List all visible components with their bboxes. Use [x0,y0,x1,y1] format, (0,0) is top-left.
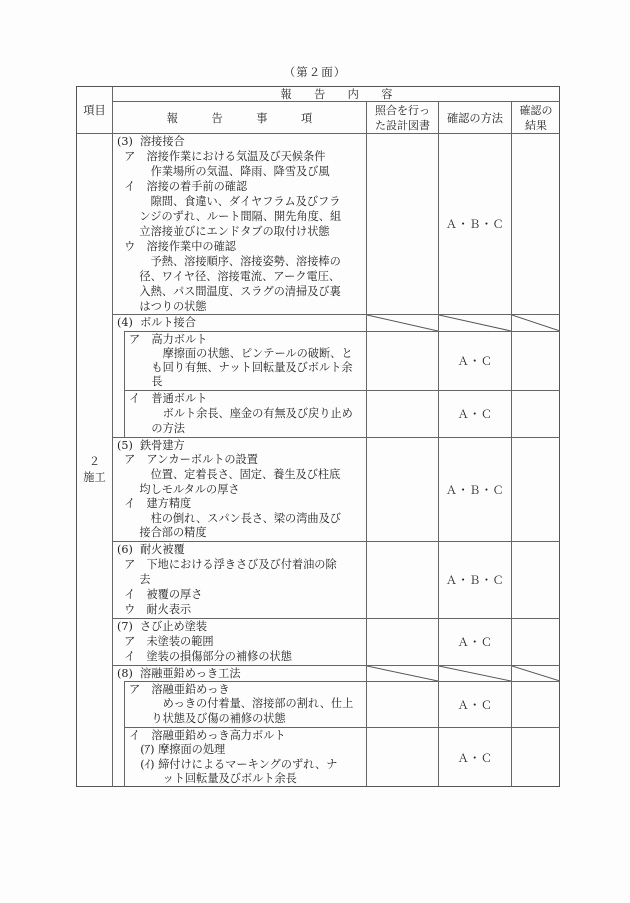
s3-line: ア 溶接作業における気温及び天候条件 [117,150,326,163]
slash-s4-drawings [367,315,438,331]
category-label [77,453,112,487]
s8a-line: ア 溶融亜鉛めっき [129,683,230,696]
s4a-line: も回り有無、ナット回転量及びボルト余 [129,361,353,374]
s8a-line: り状態及び傷の補修の状態 [129,712,286,725]
s3-method: Ａ・Ｂ・Ｃ [445,218,505,231]
s3-line: 入熱、パス間温度、スラグの清掃及び裏 [117,285,341,298]
header-result-line1: 確認の [519,103,553,117]
divider-s4-inner [124,331,125,437]
s8a-line: めっきの付着量、溶接部の割れ、仕上 [129,697,354,710]
divider-drawings-col [366,101,367,787]
divider-s8-inner [124,681,125,787]
s6-line: ウ 耐火表示 [117,603,192,616]
s8b-line: イ 溶融亜鉛めっき高力ボルト [129,729,286,742]
s8b-method: Ａ・Ｃ [457,751,493,765]
s6-line: 去 [117,573,151,586]
s3-line: 隙間、食違い、ダイヤフラム及びフラ [117,195,341,208]
s7-method: Ａ・Ｃ [457,636,493,649]
s5-line: イ 建方精度 [117,497,192,510]
header-result-line2: 結果 [525,118,547,132]
s3-line: 作業場所の気温、降雨、降雪及び風 [117,165,330,178]
slash-s4-result [512,315,560,331]
s3-line: 立溶接並びにエンドタブの取付け状態 [117,225,330,238]
s6-method: Ａ・Ｂ・Ｃ [445,574,505,587]
s8b-line: ット回転量及びボルト余長 [129,772,297,785]
header-checked-drawings-line1: 照合を行っ [375,103,430,117]
s8a-method: Ａ・Ｃ [457,698,493,712]
category-number: ２ [88,455,101,468]
s5-line: (5) 鉄骨建方 [117,439,185,452]
s6-line: ア 下地における浮きさび及び付着油の除 [117,558,337,571]
header-checked-drawings-line2: た設計図書 [375,118,430,132]
slash-s4-method [439,315,511,331]
s3-line: はつりの状態 [117,300,207,313]
slash-s8-drawings [367,666,438,681]
s4b-line: の方法 [129,422,185,435]
header-report-matters: 報 告 事 項 [166,111,313,125]
s4a-line: 長 [129,375,163,388]
s5-line: 位置、定着長さ、固定、養生及び柱底 [117,468,341,481]
s4a-method: Ａ・Ｃ [457,355,493,368]
s3-line: イ 溶接の着手前の確認 [117,180,248,193]
s4b-line: イ 普通ボルト [129,392,208,405]
header-result [512,102,560,133]
page-label: （第２面） [283,65,347,79]
s3-line: 予熱、溶接順序、溶接姿勢、溶接棒の [117,255,341,268]
category-name: 施工 [83,471,106,484]
s7-line: イ 塗装の損傷部分の補修の状態 [117,650,292,663]
report-table [76,86,560,787]
s8-title: (8) 溶融亜鉛めっき工法 [117,667,241,680]
slash-s8-result [512,666,560,681]
s4b-method: Ａ・Ｃ [457,408,493,421]
s3-line: 径、ワイヤ径、溶接電流、アーク電圧、 [117,270,341,283]
header-report-content: 報 告 内 容 [280,88,393,101]
slash-s8-method [439,666,511,681]
header-item: 項目 [83,104,106,117]
s4a-line: 摩擦面の状態、ピンテールの破断、と [129,347,353,360]
s4b-line: ボルト余長、座金の有無及び戻り止め [129,407,353,420]
s6-line: (6) 耐火被覆 [117,543,185,556]
s3-line: (3) 溶接接合 [117,135,185,148]
s8b-line: (ｲ) 締付けによるマーキングのずれ、ナ [129,758,338,771]
s7-line: ア 未塗装の範囲 [117,635,214,648]
s4-title: (4) ボルト接合 [117,316,196,329]
s5-method: Ａ・Ｂ・Ｃ [445,483,505,497]
s5-line: 接合部の精度 [117,526,207,539]
s3-line: ンジのずれ、ルート間隔、開先角度、組 [117,210,342,223]
s7-line: (7) さび止め塗装 [117,620,208,633]
s5-line: ア アンカーボルトの設置 [117,453,258,466]
s6-line: イ 被覆の厚さ [117,588,203,601]
header-checked-drawings [367,102,438,133]
s5-line: 柱の倒れ、スパン長さ、梁の湾曲及び [117,512,341,525]
s4a-line: ア 高力ボルト [129,333,208,346]
s8b-line: (ｱ) 摩擦面の処理 [129,743,226,756]
divider-result-col [511,101,512,787]
s3-line: ウ 溶接作業中の確認 [117,240,236,253]
s5-line: 均しモルタルの厚さ [117,483,240,496]
header-method: 確認の方法 [447,111,503,125]
